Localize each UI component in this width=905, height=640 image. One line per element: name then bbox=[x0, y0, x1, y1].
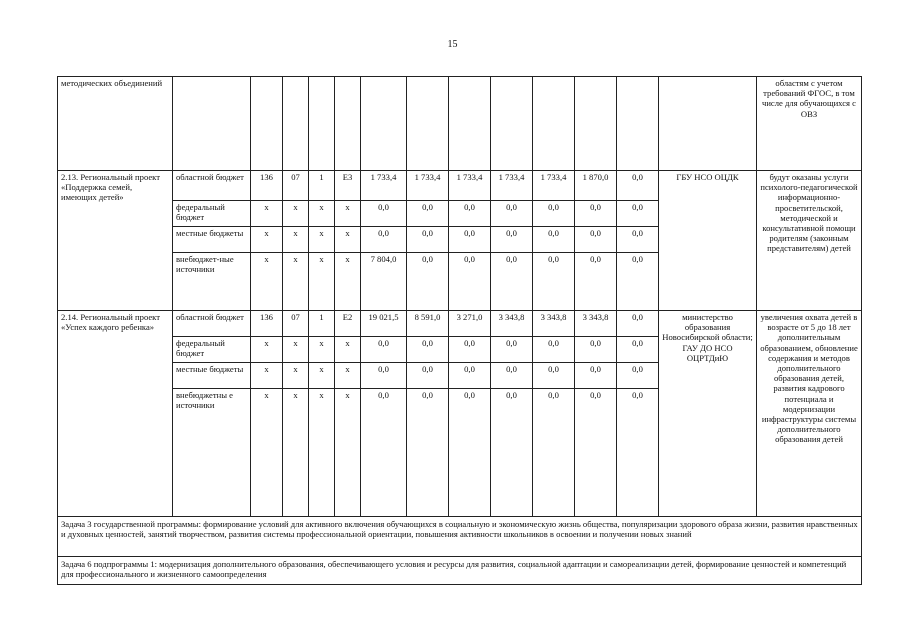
task-6-text: Задача 6 подпрограммы 1: модернизация дополнительного образования, обеспечивающего условия и ресурсы для развития, социальной адаптации и самореализации детей, формирование ценностей и компетенций для профессионального и жизненного самоопределения bbox=[58, 557, 862, 585]
executor-cell: ГБУ НСО ОЦДК bbox=[659, 171, 757, 311]
result-cell: увеличения охвата детей в возрасте от 5 до 18 лет дополнительным образованием, обновление содержания и методов дополнительного образования детей, развития кадрового потенциала и модернизации инфраструктуры системы дополнительного образования детей bbox=[757, 311, 862, 517]
page-number: 15 bbox=[447, 39, 458, 50]
source-cell: федеральный бюджет bbox=[173, 337, 251, 363]
source-cell: федеральный бюджет bbox=[173, 201, 251, 227]
table-row: 2.14. Региональный проект «Успех каждого ребенка» областной бюджет 136 07 1 Е2 19 021,5 8 591,0 3 271,0 3 343,8 3 343,8 3 343,8 0,0 министерство образования Новосибирской области; ГАУ ДО НСО ОЦРТДиЮ увеличения охвата детей в возрасте от 5 до 18 лет дополнительным образованием, обновление содержания и методов дополнительного образования детей, развития кадрового потенциала и модернизации инфраструктуры системы дополнительного образования детей bbox=[58, 311, 862, 337]
table-row: местные бюджеты х х х х 0,0 0,0 0,0 0,0 0,0 0,0 0,0 bbox=[58, 227, 862, 253]
program-table bbox=[57, 76, 862, 585]
source-cell: областной бюджет bbox=[173, 311, 251, 337]
source-cell: местные бюджеты bbox=[173, 227, 251, 253]
result-cell: будут оказаны услуги психолого-педагогической информационно-просветительской, методической и консультативной помощи родителям (законным представителям) детей bbox=[757, 171, 862, 311]
event-cell: 2.13. Региональный проект «Поддержка семей, имеющих детей» bbox=[58, 171, 173, 311]
event-cell: методических объединений bbox=[58, 77, 173, 171]
table-row: местные бюджеты х х х х 0,0 0,0 0,0 0,0 0,0 0,0 0,0 bbox=[58, 363, 862, 389]
result-cell: областям с учетом требований ФГОС, в том числе для обучающихся с ОВЗ bbox=[757, 77, 862, 171]
task-3-text: Задача 3 государственной программы: формирование условий для активного включения обучающихся в социальную и экономическую жизнь общества, популяризации здорового образа жизни, развития нравственных и духовных ценностей, занятий творчеством, развития системы профессиональной ориентации, повышения активности школьников в освоении и получении новых знаний bbox=[58, 517, 862, 557]
continuation-row bbox=[58, 77, 862, 171]
source-cell: внебюджетны е источники bbox=[173, 389, 251, 517]
task-row bbox=[58, 517, 862, 557]
source-cell: местные бюджеты bbox=[173, 363, 251, 389]
table-row: 2.13. Региональный проект «Поддержка семей, имеющих детей» областной бюджет 136 07 1 Е3 1 733,4 1 733,4 1 733,4 1 733,4 1 733,4 1 870,0 0,0 ГБУ НСО ОЦДК будут оказаны услуги психолого-педагогической информационно-просветительской, методической и консультативной помощи родителям (законным представителям) детей bbox=[58, 171, 862, 201]
task-row bbox=[58, 557, 862, 585]
table-row: внебюджет-ные источники х х х х 7 804,0 0,0 0,0 0,0 0,0 0,0 0,0 bbox=[58, 253, 862, 311]
table-row: федеральный бюджет х х х х 0,0 0,0 0,0 0,0 0,0 0,0 0,0 bbox=[58, 337, 862, 363]
event-cell: 2.14. Региональный проект «Успех каждого ребенка» bbox=[58, 311, 173, 517]
table-row: федеральный бюджет х х х х 0,0 0,0 0,0 0,0 0,0 0,0 0,0 bbox=[58, 201, 862, 227]
executor-cell: министерство образования Новосибирской области; ГАУ ДО НСО ОЦРТДиЮ bbox=[659, 311, 757, 517]
source-cell: внебюджет-ные источники bbox=[173, 253, 251, 311]
source-cell: областной бюджет bbox=[173, 171, 251, 201]
table-row: внебюджетны е источники х х х х 0,0 0,0 0,0 0,0 0,0 0,0 0,0 bbox=[58, 389, 862, 517]
